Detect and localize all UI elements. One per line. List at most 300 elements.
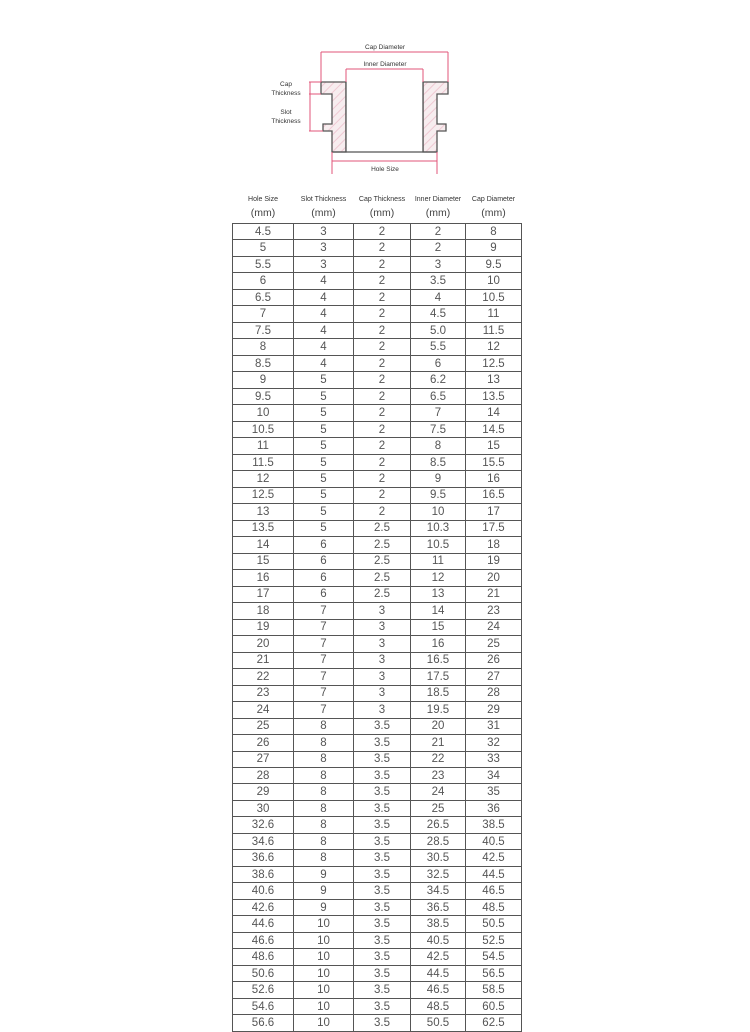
- cell-cap-thickness: 2: [354, 471, 411, 487]
- cell-cap-thickness: 2: [354, 306, 411, 322]
- cell-inner-diameter: 6: [411, 355, 466, 371]
- cell-cap-thickness: 2: [354, 372, 411, 388]
- header-inner-diameter: [411, 192, 466, 224]
- cell-slot-thickness: 9: [294, 883, 354, 899]
- cell-cap-diameter: 35: [466, 784, 522, 800]
- table-row: [233, 537, 522, 553]
- table-row: [233, 405, 522, 421]
- table-row: [233, 224, 522, 240]
- table-body: [233, 224, 522, 1032]
- table-row: [233, 784, 522, 800]
- cap-thickness-label-line2: Thickness: [271, 90, 301, 97]
- header-cap-thickness: [354, 192, 411, 224]
- cell-inner-diameter: 2: [411, 224, 466, 240]
- cell-cap-thickness: 2: [354, 405, 411, 421]
- cell-hole-size: 8.5: [233, 355, 294, 371]
- cell-cap-diameter: 26: [466, 652, 522, 668]
- cell-cap-diameter: 27: [466, 669, 522, 685]
- inner-diameter-dimension: [346, 69, 423, 82]
- cell-slot-thickness: 7: [294, 685, 354, 701]
- cell-cap-thickness: 3: [354, 685, 411, 701]
- table-row: [233, 471, 522, 487]
- cell-inner-diameter: 5.0: [411, 322, 466, 338]
- table-row: [233, 388, 522, 404]
- cell-slot-thickness: 4: [294, 322, 354, 338]
- cell-hole-size: 32.6: [233, 817, 294, 833]
- cell-cap-diameter: 52.5: [466, 932, 522, 948]
- cell-cap-thickness: 3.5: [354, 817, 411, 833]
- table-row: [233, 932, 522, 948]
- cell-cap-diameter: 29: [466, 702, 522, 718]
- cell-cap-thickness: 2.5: [354, 570, 411, 586]
- cell-cap-thickness: 3.5: [354, 932, 411, 948]
- cap-thickness-dimension: [309, 82, 321, 94]
- cell-hole-size: 13: [233, 504, 294, 520]
- cell-inner-diameter: 19.5: [411, 702, 466, 718]
- cell-inner-diameter: 42.5: [411, 949, 466, 965]
- cell-slot-thickness: 5: [294, 438, 354, 454]
- cell-slot-thickness: 5: [294, 487, 354, 503]
- cell-slot-thickness: 8: [294, 784, 354, 800]
- cell-slot-thickness: 10: [294, 982, 354, 998]
- cell-inner-diameter: 22: [411, 751, 466, 767]
- cell-cap-diameter: 10: [466, 273, 522, 289]
- table-row: [233, 866, 522, 882]
- slot-thickness-label-line2: Thickness: [271, 118, 301, 125]
- table-row: [233, 833, 522, 849]
- cell-slot-thickness: 5: [294, 454, 354, 470]
- cell-hole-size: 24: [233, 702, 294, 718]
- cell-cap-thickness: 2: [354, 355, 411, 371]
- cell-cap-diameter: 56.5: [466, 965, 522, 981]
- cell-hole-size: 6: [233, 273, 294, 289]
- table-header-row: [233, 192, 522, 224]
- table-row: [233, 669, 522, 685]
- table-row: [233, 586, 522, 602]
- cell-inner-diameter: 10.5: [411, 537, 466, 553]
- cell-cap-diameter: 17: [466, 504, 522, 520]
- cell-hole-size: 40.6: [233, 883, 294, 899]
- cell-hole-size: 20: [233, 636, 294, 652]
- cell-hole-size: 52.6: [233, 982, 294, 998]
- cell-hole-size: 17: [233, 586, 294, 602]
- cell-slot-thickness: 3: [294, 224, 354, 240]
- table-row: [233, 751, 522, 767]
- cell-cap-diameter: 32: [466, 735, 522, 751]
- cell-inner-diameter: 13: [411, 586, 466, 602]
- table-row: [233, 504, 522, 520]
- table-row: [233, 438, 522, 454]
- cell-inner-diameter: 11: [411, 553, 466, 569]
- cell-cap-thickness: 3.5: [354, 883, 411, 899]
- cell-cap-diameter: 13.5: [466, 388, 522, 404]
- cell-slot-thickness: 6: [294, 586, 354, 602]
- table-row: [233, 850, 522, 866]
- cell-cap-diameter: 60.5: [466, 998, 522, 1014]
- cell-slot-thickness: 8: [294, 751, 354, 767]
- header-unit: (mm): [369, 207, 395, 219]
- grommet-dimension-diagram: [0, 0, 750, 190]
- cell-slot-thickness: 8: [294, 817, 354, 833]
- cell-hole-size: 54.6: [233, 998, 294, 1014]
- slot-thickness-label-line1: Slot: [280, 109, 292, 116]
- cell-cap-diameter: 31: [466, 718, 522, 734]
- header-label: Cap Thickness: [358, 196, 406, 203]
- cell-cap-diameter: 9: [466, 240, 522, 256]
- cell-hole-size: 6.5: [233, 289, 294, 305]
- cell-cap-thickness: 3: [354, 652, 411, 668]
- hole-size-label: Hole Size: [371, 166, 399, 173]
- cell-cap-diameter: 28: [466, 685, 522, 701]
- cell-cap-thickness: 2: [354, 388, 411, 404]
- cell-inner-diameter: 50.5: [411, 1015, 466, 1032]
- cell-inner-diameter: 32.5: [411, 866, 466, 882]
- cell-slot-thickness: 10: [294, 965, 354, 981]
- cell-hole-size: 9.5: [233, 388, 294, 404]
- cell-cap-thickness: 3: [354, 636, 411, 652]
- cell-slot-thickness: 7: [294, 652, 354, 668]
- cell-cap-diameter: 34: [466, 767, 522, 783]
- cell-cap-thickness: 3.5: [354, 1015, 411, 1032]
- cell-cap-diameter: 50.5: [466, 916, 522, 932]
- cell-slot-thickness: 10: [294, 932, 354, 948]
- cell-cap-thickness: 3.5: [354, 833, 411, 849]
- cell-cap-thickness: 3.5: [354, 800, 411, 816]
- cell-cap-thickness: 2: [354, 421, 411, 437]
- cell-inner-diameter: 18.5: [411, 685, 466, 701]
- cell-inner-diameter: 44.5: [411, 965, 466, 981]
- cell-inner-diameter: 2: [411, 240, 466, 256]
- table-row: [233, 553, 522, 569]
- cell-hole-size: 27: [233, 751, 294, 767]
- cell-cap-diameter: 44.5: [466, 866, 522, 882]
- cell-hole-size: 21: [233, 652, 294, 668]
- table-row: [233, 982, 522, 998]
- cell-cap-thickness: 3.5: [354, 784, 411, 800]
- cell-cap-diameter: 12: [466, 339, 522, 355]
- cell-cap-thickness: 3.5: [354, 850, 411, 866]
- cell-hole-size: 4.5: [233, 224, 294, 240]
- cell-slot-thickness: 6: [294, 570, 354, 586]
- table-row: [233, 718, 522, 734]
- cell-slot-thickness: 3: [294, 240, 354, 256]
- cell-cap-thickness: 2.5: [354, 537, 411, 553]
- cell-inner-diameter: 6.5: [411, 388, 466, 404]
- cell-hole-size: 11.5: [233, 454, 294, 470]
- cell-cap-diameter: 12.5: [466, 355, 522, 371]
- cell-inner-diameter: 28.5: [411, 833, 466, 849]
- cell-inner-diameter: 7: [411, 405, 466, 421]
- cell-inner-diameter: 9: [411, 471, 466, 487]
- cell-cap-diameter: 20: [466, 570, 522, 586]
- header-unit: (mm): [250, 207, 276, 219]
- cell-slot-thickness: 9: [294, 899, 354, 915]
- cell-slot-thickness: 7: [294, 636, 354, 652]
- cell-hole-size: 23: [233, 685, 294, 701]
- cell-cap-thickness: 2: [354, 289, 411, 305]
- cell-cap-diameter: 46.5: [466, 883, 522, 899]
- cell-slot-thickness: 8: [294, 767, 354, 783]
- table-row: [233, 570, 522, 586]
- cell-slot-thickness: 6: [294, 537, 354, 553]
- cell-inner-diameter: 5.5: [411, 339, 466, 355]
- cell-cap-thickness: 3.5: [354, 998, 411, 1014]
- cell-slot-thickness: 5: [294, 372, 354, 388]
- cell-cap-thickness: 3.5: [354, 899, 411, 915]
- cell-hole-size: 7.5: [233, 322, 294, 338]
- header-unit: (mm): [425, 207, 451, 219]
- table-row: [233, 899, 522, 915]
- grommet-right-wall: [423, 82, 448, 152]
- cell-hole-size: 36.6: [233, 850, 294, 866]
- cell-inner-diameter: 16.5: [411, 652, 466, 668]
- cell-inner-diameter: 25: [411, 800, 466, 816]
- cell-inner-diameter: 4.5: [411, 306, 466, 322]
- cell-inner-diameter: 38.5: [411, 916, 466, 932]
- cell-slot-thickness: 5: [294, 471, 354, 487]
- cell-hole-size: 30: [233, 800, 294, 816]
- cell-cap-thickness: 3.5: [354, 751, 411, 767]
- cell-cap-thickness: 2: [354, 339, 411, 355]
- cell-cap-diameter: 15.5: [466, 454, 522, 470]
- table-row: [233, 256, 522, 272]
- cell-slot-thickness: 8: [294, 850, 354, 866]
- cell-inner-diameter: 4: [411, 289, 466, 305]
- cell-slot-thickness: 7: [294, 619, 354, 635]
- cell-hole-size: 42.6: [233, 899, 294, 915]
- header-label: Inner Diameter: [414, 196, 462, 203]
- cell-cap-diameter: 36: [466, 800, 522, 816]
- cell-inner-diameter: 7.5: [411, 421, 466, 437]
- cell-hole-size: 16: [233, 570, 294, 586]
- table-row: [233, 273, 522, 289]
- cell-hole-size: 14: [233, 537, 294, 553]
- table-row: [233, 965, 522, 981]
- cell-hole-size: 8: [233, 339, 294, 355]
- slot-thickness-dimension: [309, 94, 323, 131]
- cell-cap-thickness: 3.5: [354, 982, 411, 998]
- cell-inner-diameter: 21: [411, 735, 466, 751]
- cell-cap-thickness: 2: [354, 454, 411, 470]
- cell-hole-size: 56.6: [233, 1015, 294, 1032]
- cap-thickness-label-line1: Cap: [280, 81, 292, 88]
- cell-inner-diameter: 46.5: [411, 982, 466, 998]
- cell-cap-thickness: 3.5: [354, 718, 411, 734]
- cell-slot-thickness: 10: [294, 998, 354, 1014]
- cell-inner-diameter: 14: [411, 603, 466, 619]
- cell-inner-diameter: 24: [411, 784, 466, 800]
- cell-cap-thickness: 2: [354, 487, 411, 503]
- cell-hole-size: 11: [233, 438, 294, 454]
- table-row: [233, 339, 522, 355]
- cell-inner-diameter: 16: [411, 636, 466, 652]
- cell-inner-diameter: 8: [411, 438, 466, 454]
- cell-cap-thickness: 3.5: [354, 965, 411, 981]
- cell-cap-diameter: 16.5: [466, 487, 522, 503]
- cell-hole-size: 44.6: [233, 916, 294, 932]
- cell-cap-thickness: 3: [354, 603, 411, 619]
- table-row: [233, 454, 522, 470]
- cell-slot-thickness: 10: [294, 916, 354, 932]
- table-row: [233, 883, 522, 899]
- grommet-bore: [346, 82, 423, 152]
- cap-diameter-label: Cap Diameter: [364, 44, 406, 51]
- table-row: [233, 767, 522, 783]
- header-label: Hole Size: [248, 196, 278, 203]
- cell-inner-diameter: 23: [411, 767, 466, 783]
- cell-slot-thickness: 5: [294, 388, 354, 404]
- cell-cap-diameter: 48.5: [466, 899, 522, 915]
- cell-slot-thickness: 9: [294, 866, 354, 882]
- table-row: [233, 800, 522, 816]
- cell-hole-size: 50.6: [233, 965, 294, 981]
- cell-cap-thickness: 3: [354, 669, 411, 685]
- cell-inner-diameter: 8.5: [411, 454, 466, 470]
- cell-cap-diameter: 54.5: [466, 949, 522, 965]
- table-row: [233, 652, 522, 668]
- table-row: [233, 817, 522, 833]
- cell-hole-size: 38.6: [233, 866, 294, 882]
- cell-hole-size: 10.5: [233, 421, 294, 437]
- cell-slot-thickness: 8: [294, 833, 354, 849]
- cell-inner-diameter: 26.5: [411, 817, 466, 833]
- cell-cap-diameter: 15: [466, 438, 522, 454]
- cell-cap-thickness: 3.5: [354, 866, 411, 882]
- cell-cap-thickness: 2.5: [354, 586, 411, 602]
- cell-hole-size: 5.5: [233, 256, 294, 272]
- cell-cap-thickness: 3.5: [354, 735, 411, 751]
- cell-hole-size: 15: [233, 553, 294, 569]
- cell-cap-thickness: 2: [354, 438, 411, 454]
- cell-inner-diameter: 34.5: [411, 883, 466, 899]
- cell-inner-diameter: 10.3: [411, 520, 466, 536]
- cell-hole-size: 22: [233, 669, 294, 685]
- cell-cap-thickness: 2: [354, 256, 411, 272]
- cell-cap-diameter: 10.5: [466, 289, 522, 305]
- grommet-size-table: [232, 192, 522, 1032]
- cell-slot-thickness: 4: [294, 289, 354, 305]
- cell-cap-thickness: 2.5: [354, 520, 411, 536]
- cell-inner-diameter: 15: [411, 619, 466, 635]
- header-unit: (mm): [481, 207, 506, 219]
- cell-slot-thickness: 10: [294, 949, 354, 965]
- cell-cap-diameter: 8: [466, 224, 522, 240]
- cell-inner-diameter: 12: [411, 570, 466, 586]
- cell-inner-diameter: 20: [411, 718, 466, 734]
- cell-cap-diameter: 13: [466, 372, 522, 388]
- table-row: [233, 240, 522, 256]
- table-row: [233, 520, 522, 536]
- table-row: [233, 421, 522, 437]
- cell-slot-thickness: 3: [294, 256, 354, 272]
- header-label: Slot Thickness: [300, 196, 347, 203]
- cell-inner-diameter: 36.5: [411, 899, 466, 915]
- cell-cap-thickness: 3: [354, 619, 411, 635]
- table-row: [233, 372, 522, 388]
- cell-inner-diameter: 6.2: [411, 372, 466, 388]
- cell-slot-thickness: 7: [294, 702, 354, 718]
- table-row: [233, 322, 522, 338]
- cell-hole-size: 46.6: [233, 932, 294, 948]
- cell-cap-thickness: 2: [354, 273, 411, 289]
- table-row: [233, 619, 522, 635]
- cell-cap-diameter: 17.5: [466, 520, 522, 536]
- cell-cap-diameter: 62.5: [466, 1015, 522, 1032]
- cell-slot-thickness: 7: [294, 669, 354, 685]
- cell-cap-diameter: 21: [466, 586, 522, 602]
- cell-cap-diameter: 42.5: [466, 850, 522, 866]
- cell-cap-diameter: 11: [466, 306, 522, 322]
- cell-hole-size: 48.6: [233, 949, 294, 965]
- header-hole-size: [233, 192, 294, 224]
- cell-hole-size: 28: [233, 767, 294, 783]
- table-row: [233, 289, 522, 305]
- cell-hole-size: 19: [233, 619, 294, 635]
- cell-cap-diameter: 18: [466, 537, 522, 553]
- cell-cap-diameter: 58.5: [466, 982, 522, 998]
- cell-cap-thickness: 3.5: [354, 767, 411, 783]
- table-row: [233, 949, 522, 965]
- cell-slot-thickness: 4: [294, 355, 354, 371]
- cell-cap-thickness: 2: [354, 322, 411, 338]
- table-row: [233, 1015, 522, 1032]
- cell-cap-diameter: 19: [466, 553, 522, 569]
- table-row: [233, 487, 522, 503]
- cell-inner-diameter: 9.5: [411, 487, 466, 503]
- cell-cap-diameter: 23: [466, 603, 522, 619]
- cell-slot-thickness: 4: [294, 339, 354, 355]
- cell-hole-size: 12.5: [233, 487, 294, 503]
- cell-cap-diameter: 16: [466, 471, 522, 487]
- cell-cap-diameter: 33: [466, 751, 522, 767]
- cell-inner-diameter: 30.5: [411, 850, 466, 866]
- cell-slot-thickness: 4: [294, 273, 354, 289]
- cell-cap-thickness: 2: [354, 224, 411, 240]
- cell-hole-size: 13.5: [233, 520, 294, 536]
- cell-cap-thickness: 2: [354, 240, 411, 256]
- cell-cap-diameter: 11.5: [466, 322, 522, 338]
- header-label: Cap Diameter: [471, 196, 516, 203]
- cell-slot-thickness: 5: [294, 405, 354, 421]
- cell-cap-diameter: 40.5: [466, 833, 522, 849]
- cell-inner-diameter: 3: [411, 256, 466, 272]
- cell-inner-diameter: 17.5: [411, 669, 466, 685]
- cell-slot-thickness: 6: [294, 553, 354, 569]
- cell-slot-thickness: 7: [294, 603, 354, 619]
- cell-inner-diameter: 3.5: [411, 273, 466, 289]
- cell-slot-thickness: 8: [294, 735, 354, 751]
- cell-cap-thickness: 3: [354, 702, 411, 718]
- cell-inner-diameter: 48.5: [411, 998, 466, 1014]
- cell-hole-size: 9: [233, 372, 294, 388]
- cell-hole-size: 34.6: [233, 833, 294, 849]
- cell-cap-diameter: 9.5: [466, 256, 522, 272]
- table-row: [233, 998, 522, 1014]
- cell-hole-size: 25: [233, 718, 294, 734]
- table-row: [233, 306, 522, 322]
- cell-hole-size: 29: [233, 784, 294, 800]
- header-cap-diameter: [466, 192, 522, 224]
- cell-slot-thickness: 4: [294, 306, 354, 322]
- cell-hole-size: 18: [233, 603, 294, 619]
- cell-cap-diameter: 25: [466, 636, 522, 652]
- table-row: [233, 636, 522, 652]
- table-row: [233, 685, 522, 701]
- table-row: [233, 735, 522, 751]
- cell-cap-diameter: 38.5: [466, 817, 522, 833]
- cell-hole-size: 5: [233, 240, 294, 256]
- cell-hole-size: 12: [233, 471, 294, 487]
